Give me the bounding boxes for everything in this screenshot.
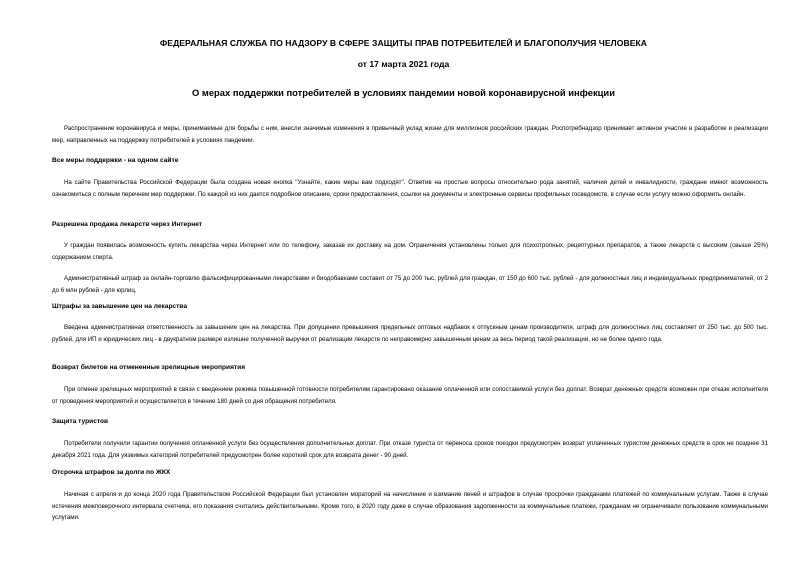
paragraph-online-drugs-1: У граждан появилась возможность купить лекарства через Интернет или по телефону, заказав их доставку на дом. Ограничения установлены только для психотропных, рецептурных препаратов, а также лекарств с высоким (свыше 25%) содержанием спирта. (52, 242, 768, 261)
section-title-ticket-refund: Возврат билетов на отмененные зрелищные мероприятия (52, 364, 246, 371)
section-title-tourists: Защита туристов (52, 418, 109, 425)
paragraph-measures-site: На сайте Правительства Российской Федерации была создана новая кнопка "Узнайте, какие меры вам подходят". Ответив на простые вопросы относительно рода занятий, наличия детей и инвалидности, граждане имеют возможность ознакомиться с полным перечнем мер поддержки. По каждой из них дается подробное описание, сроки предоставления, ссылки на документы и электронные сервисы профильных госведомств, в случае если услугу можно оформить онлайн. (52, 179, 768, 198)
paragraph-tourists: Потребители получили гарантии получения оплаченной услуги без осуществления дополнительных доплат. При отказе туриста от переноса сроков поездки предусмотрен возврат уплаченных туристом денежных средств в срок не позднее 31 декабря 2021 года. Для уязвимых категорий потребителей предусмотрен более короткий срок для возврата денег - 90 дней. (52, 440, 768, 459)
document-date: от 17 марта 2021 года (357, 59, 450, 69)
paragraph-ticket-refund: При отмене зрелищных мероприятий в связи с введением режима повышенной готовности потребителям гарантировано оказание оплаченной или сопоставимой услуги без доплат. Возврат денежных средств возможен при отказе исполнителя от проведения мероприятий и осуществляется в течение 180 дней со дня обращения потребителя. (52, 386, 768, 405)
paragraph-drug-prices: Введена административная ответственность за завышение цен на лекарства. При допущении превышения предельных оптовых надбавок к отпускным ценам производителя, штраф для должностных лиц составляет от 250 тыс. до 500 тыс. рублей, для ИП и юридических лиц - в двукратном размере излишне полученной выручки от реализации лекарств по неправомерно завышенным ценам за весь период такой реализации, но не более одного года. (52, 324, 768, 343)
section-title-online-drugs: Разрешена продажа лекарств через Интернет (52, 221, 203, 228)
section-title-drug-prices: Штрафы за завышение цен на лекарства (52, 303, 188, 310)
agency-header: ФЕДЕРАЛЬНАЯ СЛУЖБА ПО НАДЗОРУ В СФЕРЕ ЗАЩИТЫ ПРАВ ПОТРЕБИТЕЛЕЙ И БЛАГОПОЛУЧИЯ ЧЕЛОВЕКА (159, 38, 648, 48)
intro-paragraph: Распространение коронавируса и меры, принимаемые для борьбы с ним, внесли значимые изменения в привычный уклад жизни для миллионов российских граждан. Роспотребнадзор принимает активное участие в разработке и реализации мер, направленных на поддержку потребителей в условиях пандемии. (52, 125, 768, 144)
paragraph-online-drugs-2: Административный штраф за онлайн-торговлю фальсифицированными лекарствами и биодобавками составит от 75 до 200 тыс. рублей для граждан, от 150 до 600 тыс. рублей - для должностных лиц и индивидуальных предпринимателей, от 2 до 6 млн рублей - для юрлиц. (52, 275, 768, 294)
section-title-measures-site: Все меры поддержки - на одном сайте (52, 157, 179, 164)
paragraph-utilities: Начиная с апреля и до конца 2020 года Правительством Российской Федерации был установлен мораторий на начисление и взимание пеней и штрафов в случае просрочки гражданами платежей по коммунальным услугам. Также в случае истечения межповерочного интервала счетчика, его показания считались действительными. Кроме того, в 2020 году даже в случае образования задолженности за коммунальные платежи, гражданам не ограничивали пользование коммунальными услугами. (52, 491, 768, 522)
section-title-utilities: Отсрочка штрафов за долги по ЖКХ (52, 469, 171, 476)
document-title: О мерах поддержки потребителей в условиях пандемии новой коронавирусной инфекции (192, 87, 615, 98)
